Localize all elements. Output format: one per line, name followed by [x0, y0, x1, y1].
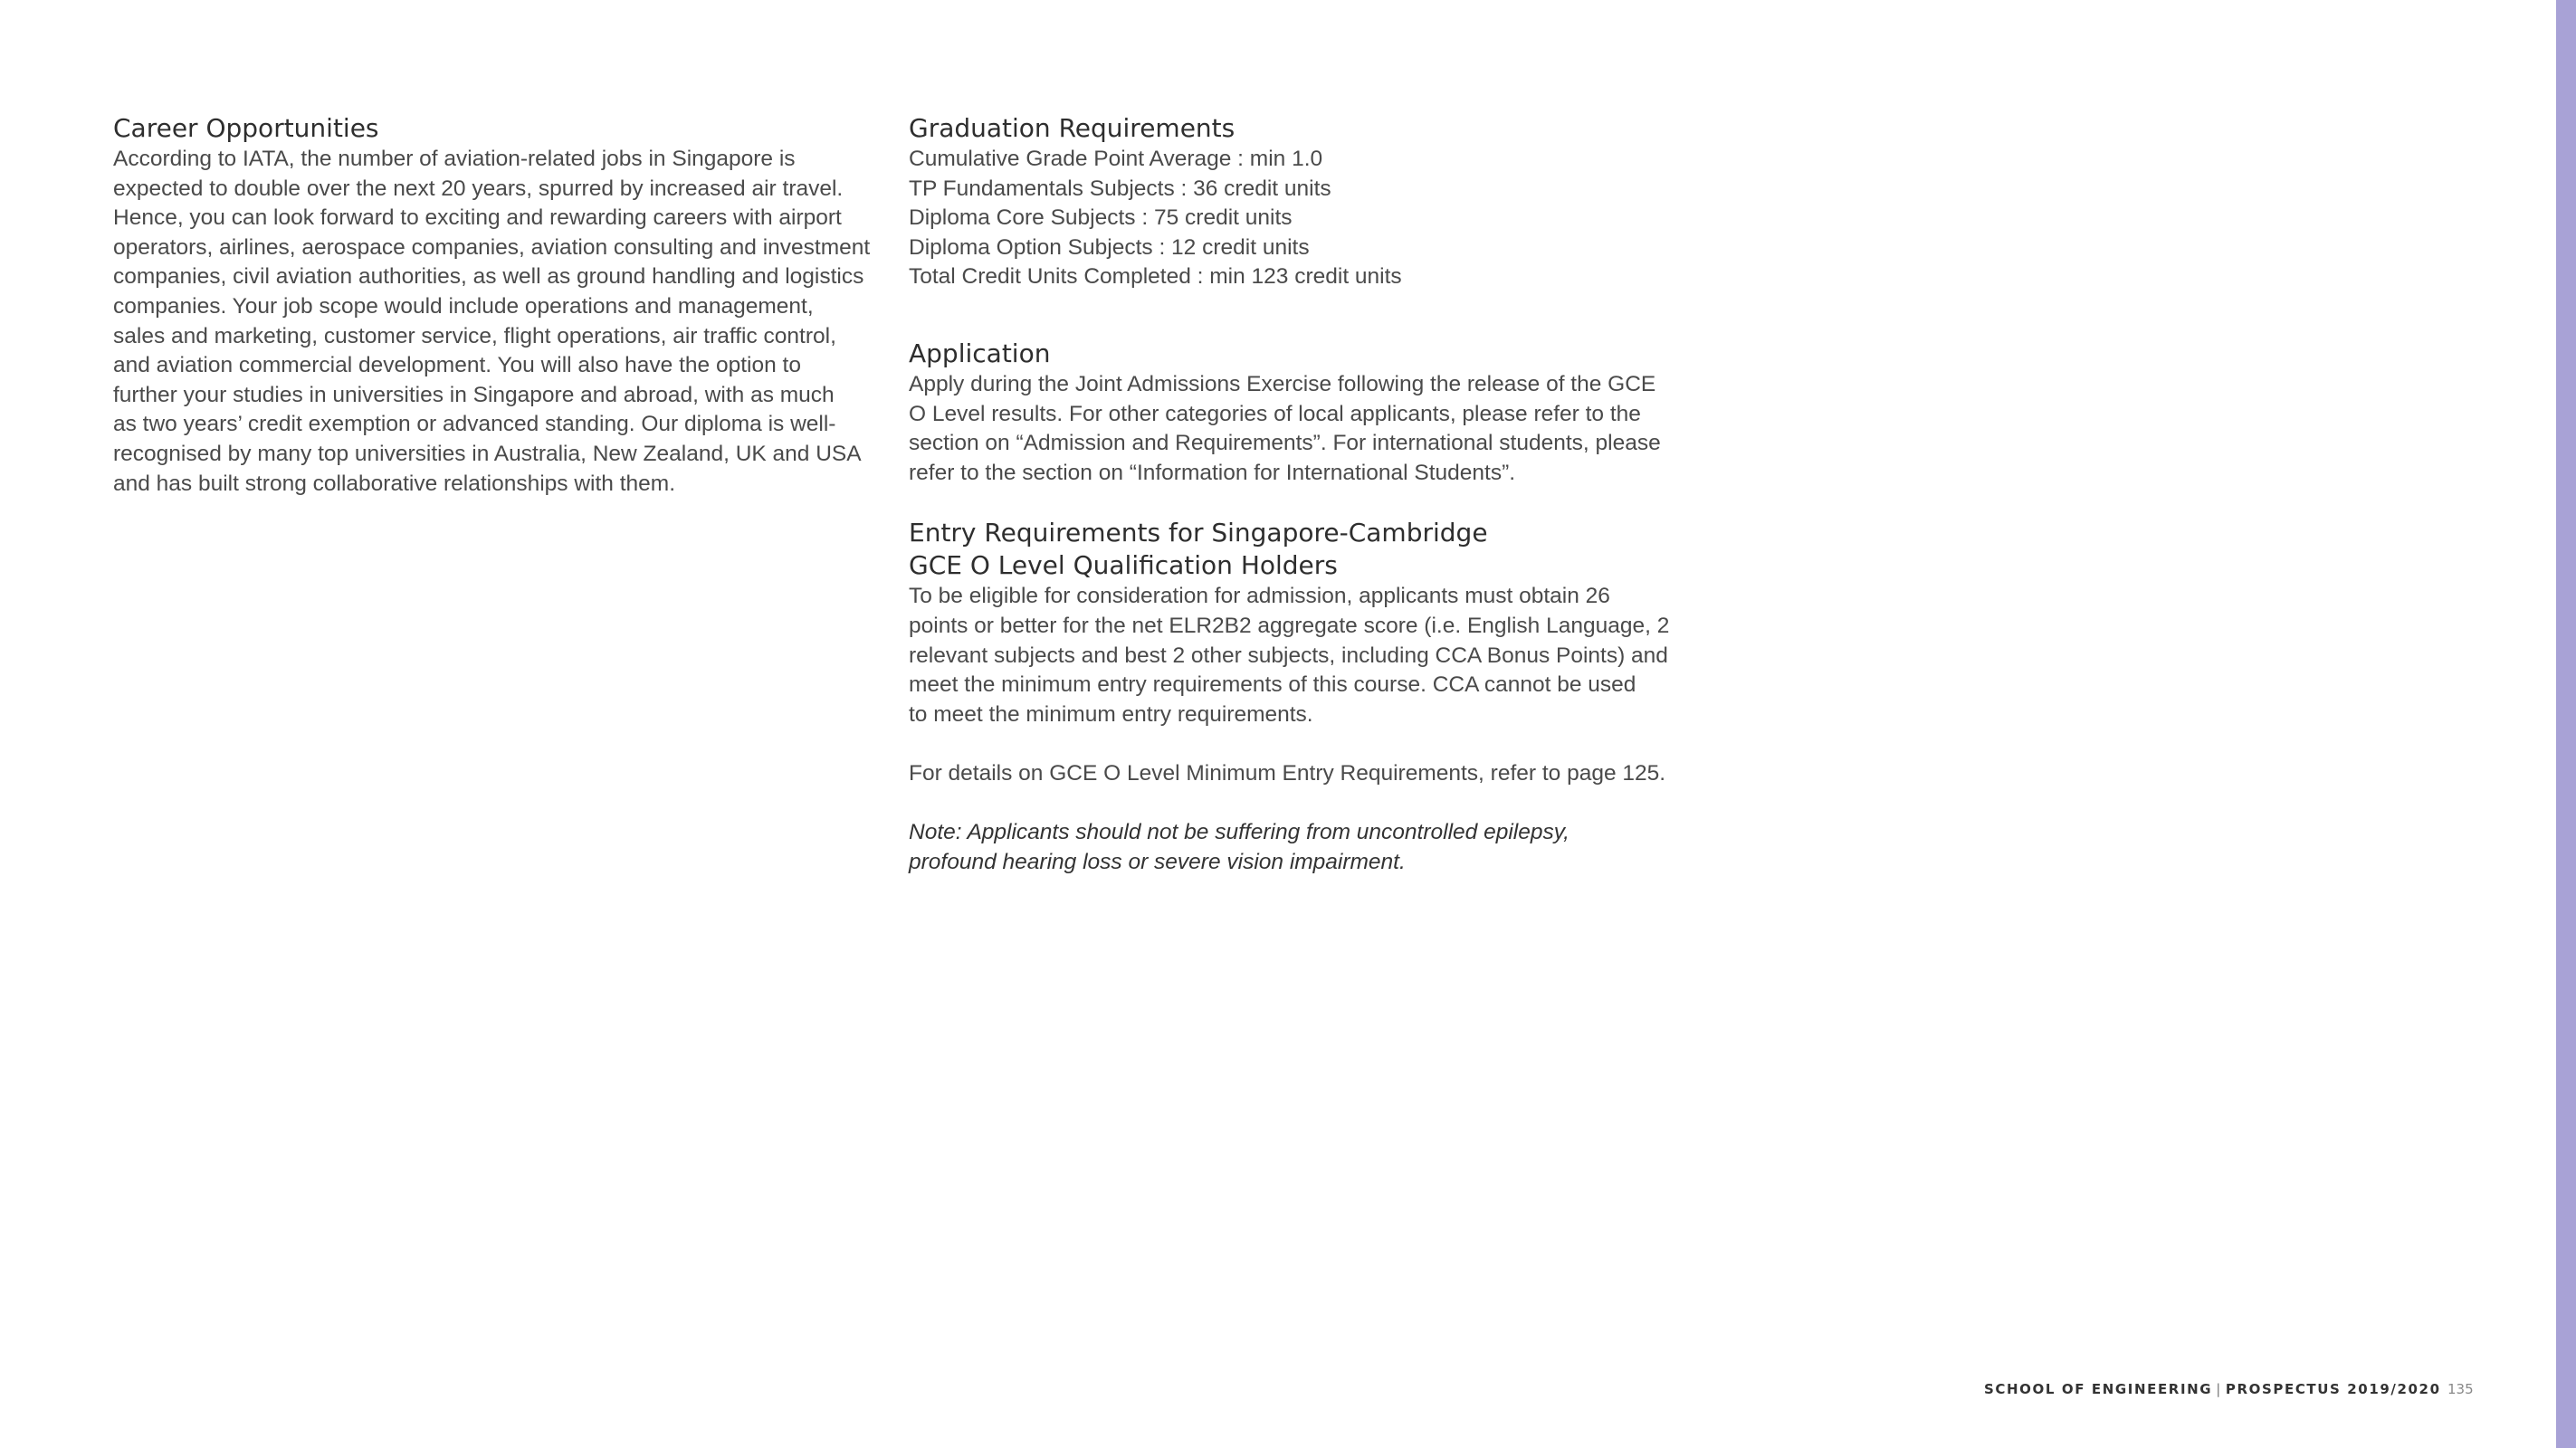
body-line: companies. Your job scope would include operations and management, [113, 293, 814, 319]
body-line: Hence, you can look forward to exciting and rewarding careers with airport [113, 205, 842, 231]
body-line: companies, civil aviation authorities, as well as ground handling and logistics [113, 264, 864, 290]
body-line: Apply during the Joint Admissions Exercise following the release of the GCE [909, 371, 1656, 396]
entry-requirements-heading [909, 517, 1696, 582]
graduation-requirements-heading: Graduation Requirements [909, 113, 1236, 143]
body-line: points or better for the net ELR2B2 aggregate score (i.e. English Language, 2 [909, 613, 1670, 638]
body-line: as two years’ credit exemption or advanced standing. Our diploma is well- [113, 412, 836, 437]
career-opportunities-section [113, 112, 883, 499]
entry-requirements-details: For details on GCE O Level Minimum Entry Requirements, refer to page 125. [909, 760, 1666, 786]
entry-requirements-body [909, 582, 1696, 729]
left-column [113, 112, 883, 499]
requirement-item: Diploma Option Subjects : 12 credit units [909, 234, 1310, 260]
paragraph-spacer [909, 729, 1696, 759]
body-line: and aviation commercial development. You will also have the option to [113, 353, 801, 378]
heading-line: Entry Requirements for Singapore-Cambridge [909, 518, 1488, 548]
section-spacer [909, 292, 1696, 338]
body-line: relevant subjects and best 2 other subjects, including CCA Bonus Points) and [909, 643, 1668, 668]
footer-prospectus-title: PROSPECTUS 2019/2020 [2225, 1381, 2441, 1397]
graduation-requirements-section [909, 112, 1696, 292]
body-line: sales and marketing, customer service, flight operations, air traffic control, [113, 323, 836, 348]
section-spacer [909, 488, 1696, 517]
body-line: section on “Admission and Requirements”. For international students, please [909, 431, 1661, 456]
body-line: meet the minimum entry requirements of this course. CCA cannot be used [909, 672, 1636, 698]
body-line: expected to double over the next 20 years, spurred by increased air travel. [113, 176, 844, 201]
requirement-item: Diploma Core Subjects : 75 credit units [909, 205, 1293, 231]
application-body [909, 370, 1696, 488]
page-footer [1984, 1381, 2441, 1397]
footer-separator: | [2216, 1381, 2222, 1397]
note-line: profound hearing loss or severe vision impairment. [909, 849, 1406, 874]
graduation-requirements-list [909, 145, 1696, 292]
footer-school-name: SCHOOL OF ENGINEERING [1984, 1381, 2213, 1397]
body-line: To be eligible for consideration for admission, applicants must obtain 26 [909, 584, 1610, 609]
entry-requirements-note [909, 818, 1696, 877]
requirement-item: Cumulative Grade Point Average : min 1.0 [909, 147, 1323, 171]
body-line: O Level results. For other categories of local applicants, please refer to the [909, 401, 1641, 426]
requirement-item: TP Fundamentals Subjects : 36 credit units [909, 176, 1331, 201]
body-line: further your studies in universities in Singapore and abroad, with as much [113, 382, 835, 407]
body-line: refer to the section on “Information for International Students”. [909, 460, 1516, 485]
right-column [909, 112, 1696, 877]
body-line: and has built strong collaborative relationships with them. [113, 471, 676, 496]
body-line: recognised by many top universities in Australia, New Zealand, UK and USA [113, 441, 862, 466]
paragraph-spacer [909, 789, 1696, 819]
page-edge-accent-bar [2556, 0, 2576, 1448]
career-opportunities-heading: Career Opportunities [113, 113, 379, 143]
requirement-item: Total Credit Units Completed : min 123 credit units [909, 264, 1402, 290]
page-number: 135 [2447, 1381, 2474, 1397]
body-line: to meet the minimum entry requirements. [909, 701, 1313, 727]
body-line: According to IATA, the number of aviation-related jobs in Singapore is [113, 147, 796, 171]
application-section [909, 338, 1696, 488]
note-line: Note: Applicants should not be suffering from uncontrolled epilepsy, [909, 820, 1569, 845]
career-opportunities-body [113, 145, 883, 499]
body-line: operators, airlines, aerospace companies, aviation consulting and investment [113, 234, 871, 260]
application-heading: Application [909, 338, 1051, 368]
entry-requirements-section [909, 517, 1696, 877]
heading-line: GCE O Level Qualification Holders [909, 550, 1338, 581]
